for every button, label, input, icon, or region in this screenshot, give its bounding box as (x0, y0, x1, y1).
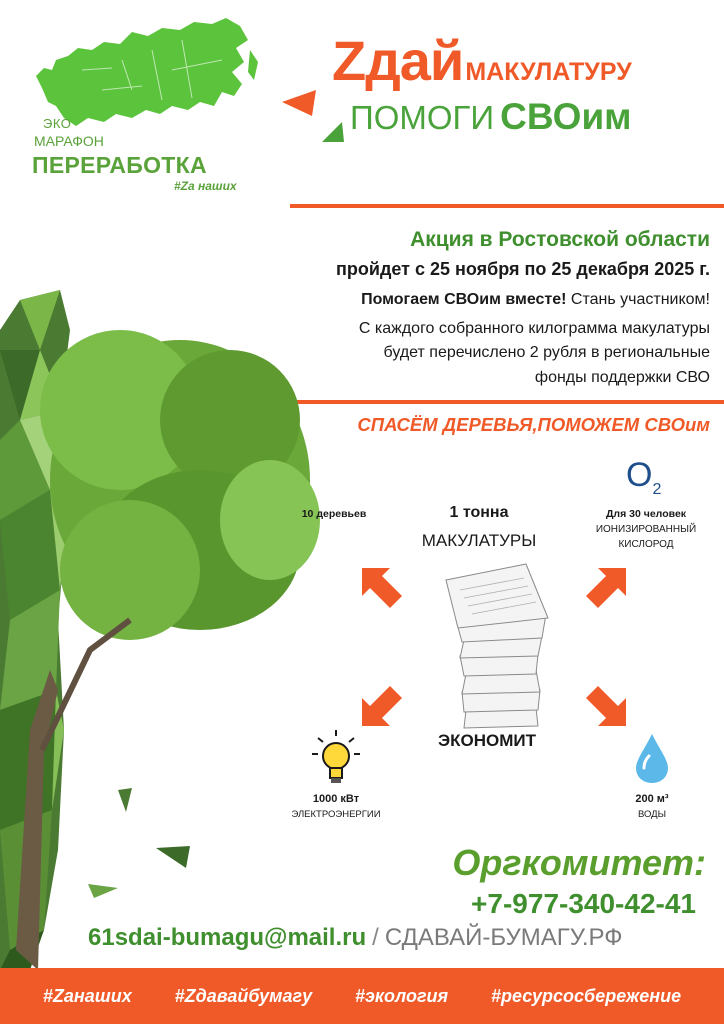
tree-illustration (0, 290, 330, 970)
arrow-down-left-icon (360, 684, 404, 728)
arrow-down-right-icon (584, 684, 628, 728)
org-committee-title: Оргкомитет: (452, 842, 706, 883)
headline-pomogi: ПОМОГИ (350, 99, 495, 136)
o2-desc-1: ИОНИЗИРОВАННЫЙ (595, 524, 697, 535)
headline-svoim: СВОим (500, 96, 632, 137)
website-link[interactable]: СДАВАЙ-БУМАГУ.РФ (384, 924, 623, 951)
hashtag-ekologiya: #экология (354, 985, 449, 1006)
info-line-5: фонды поддержки СВО (534, 369, 710, 386)
contact-line (88, 924, 623, 952)
logo-title: ПЕРЕРАБОТКА (32, 152, 207, 178)
save-trees-slogan: СПАСЁМ ДЕРЕВЬЯ,ПОМОЖЕМ СВОим (357, 414, 710, 435)
info-line-3: С каждого собранного килограмма макулатуры (358, 320, 710, 337)
info-help-line (361, 291, 710, 309)
headline-zdai: Zдай (332, 29, 464, 92)
info-title: Акция в Ростовской области (410, 228, 710, 251)
info-help-rest: Стань участником! (566, 291, 710, 308)
info-line-4: будет перечислено 2 рубля в региональные (383, 344, 710, 361)
trees-saved-label: 10 деревьев (301, 508, 367, 520)
o2-people-label: Для 30 человек (605, 508, 687, 520)
one-ton-label: 1 тонна (449, 504, 509, 521)
email-link[interactable]: 61sdai-bumagu@mail.ru (88, 924, 367, 951)
hashtag-zdavaibumagu: #Zдавайбумагу (174, 985, 313, 1006)
logo-hashtag: #Zа наших (174, 179, 237, 193)
o2-icon (626, 456, 661, 499)
paper-stack-icon (426, 560, 556, 730)
headline-line1 (332, 28, 632, 92)
power-label: ЭЛЕКТРОЭНЕРГИИ (291, 809, 381, 820)
water-label: ВОДЫ (637, 809, 667, 820)
o2-desc-2: КИСЛОРОД (618, 539, 674, 550)
water-value: 200 м³ (635, 793, 669, 805)
o2-subscript: 2 (652, 480, 662, 498)
arrow-up-right-icon (584, 566, 628, 610)
green-triangle-icon (318, 120, 346, 144)
info-help-bold: Помогаем СВОим вместе! (361, 291, 567, 308)
phone-number[interactable]: +7-977-340-42-41 (471, 888, 696, 919)
logo-marathon-text: МАРАФОН (34, 133, 104, 149)
contact-separator: / (372, 924, 379, 951)
top-divider (290, 204, 724, 208)
makulatury-label: МАКУЛАТУРЫ (421, 531, 537, 550)
power-value: 1000 кВт (312, 793, 360, 805)
o2-symbol: O (626, 456, 653, 494)
info-dates: пройдет с 25 ноября по 25 декабря 2025 г. (336, 259, 710, 279)
headline-line2 (350, 96, 632, 138)
hashtag-resursosberezhenie: #ресурсосбережение (491, 985, 682, 1006)
lightbulb-icon (312, 728, 360, 788)
headline-makulaturu: МАКУЛАТУРУ (465, 58, 632, 86)
orange-triangle-icon (282, 88, 322, 118)
arrow-up-left-icon (360, 566, 404, 610)
hashtag-zanashih: #Zанаших (42, 985, 132, 1006)
economit-label: ЭКОНОМИТ (438, 731, 536, 750)
mid-divider (290, 400, 724, 404)
water-drop-icon (634, 732, 670, 784)
hashtag-footer (0, 968, 724, 1024)
logo-eco-text: ЭКО (43, 116, 72, 131)
